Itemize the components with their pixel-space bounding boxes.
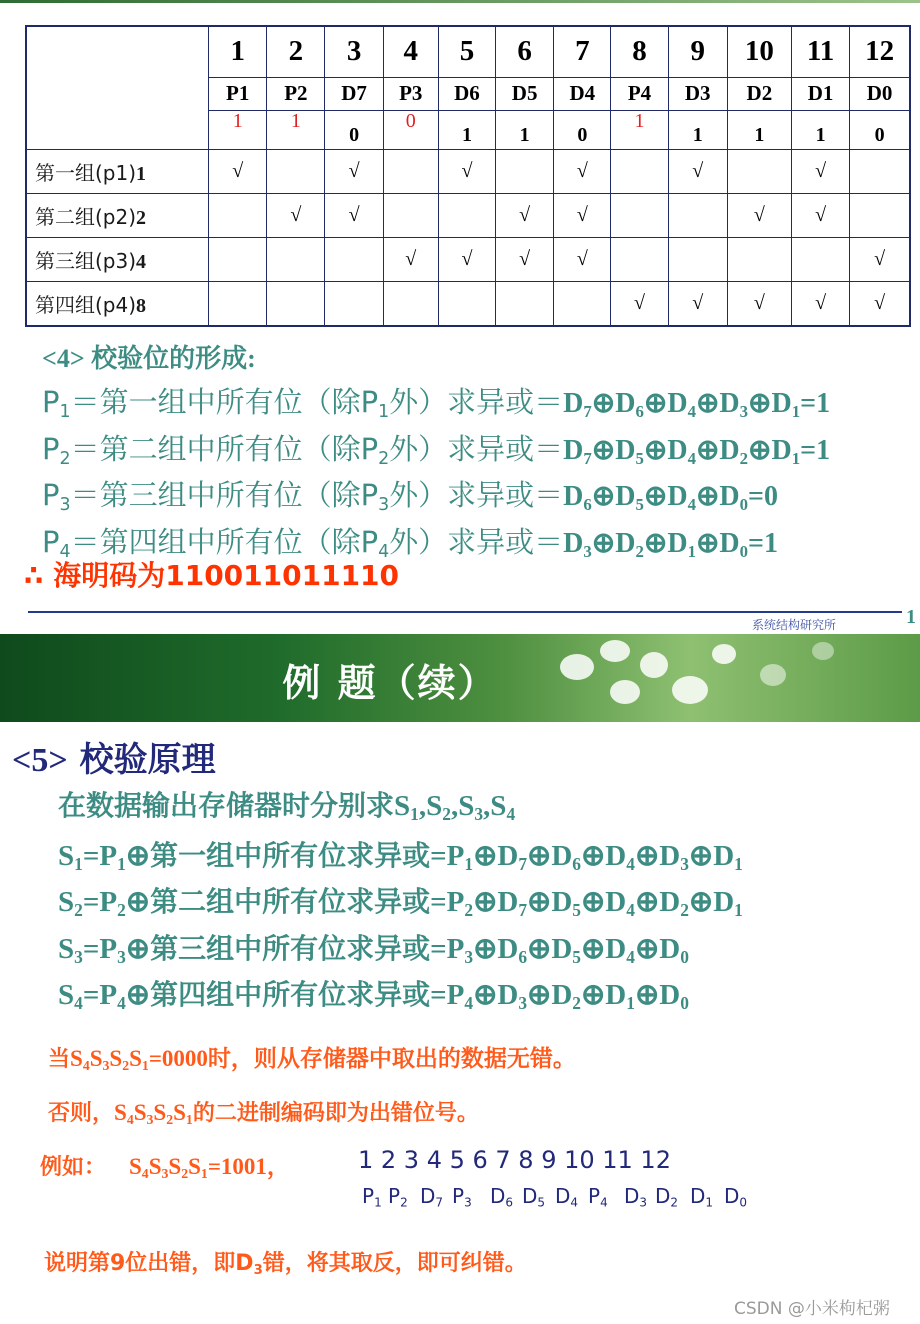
group-1-header <box>26 149 209 193</box>
group-4-bit-3 <box>325 281 383 326</box>
group-4-num: 8 <box>136 294 147 317</box>
example-bit-label-12: $D_0$ <box>724 1184 748 1210</box>
example-bit-label-5: $D_6$ <box>490 1184 514 1210</box>
bit-value-5: 1 <box>461 124 472 147</box>
group-4-name: 第四组(p4) <box>35 292 137 317</box>
bit-position-10: 10 <box>727 26 791 77</box>
bit-label-6: D5 <box>496 77 554 110</box>
bit-position-2: 2 <box>267 26 325 77</box>
no-error-condition: 当$S_4S_3S_2S_1=0000$时，则从存储器中取出的数据无错。 <box>48 1046 576 1074</box>
bit-label-9: D3 <box>668 77 727 110</box>
syndrome-formula-s3: $S_3=P_3\oplus$第三组中所有位求异或$=P_3\oplus D_6\oplus D_5\oplus D_4\oplus D_0$ <box>58 932 689 968</box>
group-4-bit-9: √ <box>668 281 727 326</box>
group-3-bit-2 <box>267 237 325 281</box>
example-bit-label-6: $D_5$ <box>522 1184 546 1210</box>
group-3-name: 第三组(p3) <box>35 248 137 273</box>
example-bit-label-10: $D_2$ <box>655 1184 679 1210</box>
group-4-bit-4 <box>383 281 438 326</box>
group-2-header <box>26 193 209 237</box>
group-1-num: 1 <box>136 162 147 185</box>
bit-value-10: 1 <box>754 124 765 147</box>
group-4-bit-6 <box>496 281 554 326</box>
bit-label-11: D1 <box>791 77 849 110</box>
example-bit-label-8: $P_4$ <box>588 1184 608 1210</box>
group-3-header <box>26 237 209 281</box>
bit-value-6: 1 <box>519 124 530 147</box>
parity-formula-p4: $P_4=$第四组中所有位（除$P_4$外）求异或$=D_3\oplus D_2\oplus D_1\oplus D_0=1$ <box>42 525 778 563</box>
bit-value-2: 1 <box>290 110 301 133</box>
group-3-bit-12: √ <box>850 237 910 281</box>
bit-value-8: 1 <box>634 110 645 133</box>
slide-separator <box>28 611 902 613</box>
bit-value-cell-6 <box>496 110 554 149</box>
group-1-bit-1: √ <box>209 149 267 193</box>
bit-label-10: D2 <box>727 77 791 110</box>
group-1-bit-3: √ <box>325 149 383 193</box>
bit-value-11: 1 <box>815 124 826 147</box>
bit-value-cell-2 <box>267 110 325 149</box>
error-position-rule: 否则，$S_4S_3S_2S_1$的二进制编码即为出错位号。 <box>48 1100 479 1128</box>
bit-value-cell-8 <box>611 110 668 149</box>
example-bit-label-7: $D_4$ <box>555 1184 579 1210</box>
bit-label-7: D4 <box>554 77 611 110</box>
group-1-bit-6 <box>496 149 554 193</box>
group-1-bit-9: √ <box>668 149 727 193</box>
bit-position-12: 12 <box>850 26 910 77</box>
bit-position-7: 7 <box>554 26 611 77</box>
bit-position-6: 6 <box>496 26 554 77</box>
bit-label-4: P3 <box>383 77 438 110</box>
group-4-bit-7 <box>554 281 611 326</box>
group-1-bit-11: √ <box>791 149 849 193</box>
group-4-bit-5 <box>438 281 495 326</box>
bit-label-1: P1 <box>209 77 267 110</box>
group-4-bit-10: √ <box>727 281 791 326</box>
bit-value-1: 1 <box>232 110 243 133</box>
parity-formula-p1: $P_1=$第一组中所有位（除$P_1$外）求异或$=D_7\oplus D_6\oplus D_4\oplus D_3\oplus D_1=1$ <box>42 385 831 423</box>
syndrome-formula-s1: $S_1=P_1\oplus$第一组中所有位求异或$=P_1\oplus D_7\oplus D_6\oplus D_4\oplus D_3\oplus D_1$ <box>58 839 743 875</box>
group-2-bit-11: √ <box>791 193 849 237</box>
group-1-bit-5: √ <box>438 149 495 193</box>
example-bit-label-11: $D_1$ <box>690 1184 714 1210</box>
group-1-bit-2 <box>267 149 325 193</box>
hamming-table <box>25 25 911 327</box>
group-3-bit-9 <box>668 237 727 281</box>
bit-value-cell-11 <box>791 110 849 149</box>
bit-value-4: 0 <box>405 110 416 133</box>
group-3-bit-11 <box>791 237 849 281</box>
group-2-bit-9 <box>668 193 727 237</box>
group-2-bit-6: √ <box>496 193 554 237</box>
group-4-header <box>26 281 209 326</box>
group-3-bit-6: √ <box>496 237 554 281</box>
top-rule <box>0 0 920 3</box>
group-2-bit-8 <box>611 193 668 237</box>
bit-value-cell-9 <box>668 110 727 149</box>
group-1-name: 第一组(p1) <box>35 160 137 185</box>
syndrome-formula-s4: $S_4=P_4\oplus$第四组中所有位求异或$=P_4\oplus D_3\oplus D_2\oplus D_1\oplus D_0$ <box>58 978 689 1014</box>
page-number: 1 <box>906 606 916 628</box>
group-1-bit-4 <box>383 149 438 193</box>
principle-title: <5> 校验原理 <box>12 740 216 780</box>
bit-position-4: 4 <box>383 26 438 77</box>
syndrome-formula-s2: $S_2=P_2\oplus$第二组中所有位求异或$=P_2\oplus D_7\oplus D_5\oplus D_4\oplus D_2\oplus D_1$ <box>58 885 743 921</box>
group-2-bit-5 <box>438 193 495 237</box>
bit-value-cell-3 <box>325 110 383 149</box>
group-3-bit-1 <box>209 237 267 281</box>
bit-position-11: 11 <box>791 26 849 77</box>
group-2-bit-7: √ <box>554 193 611 237</box>
bit-value-cell-1 <box>209 110 267 149</box>
csdn-watermark: CSDN @小米枸杞粥 <box>734 1299 890 1319</box>
group-3-bit-3 <box>325 237 383 281</box>
group-2-name: 第二组(p2) <box>35 204 137 229</box>
example-bit-label-2: $P_2$ <box>388 1184 408 1210</box>
group-3-num: 4 <box>136 250 147 273</box>
group-3-bit-4: √ <box>383 237 438 281</box>
group-3-bit-5: √ <box>438 237 495 281</box>
bit-value-9: 1 <box>692 124 703 147</box>
bit-label-5: D6 <box>438 77 495 110</box>
group-4-bit-8: √ <box>611 281 668 326</box>
example-explanation: 说明第9位出错，即$D_3$错，将其取反，即可纠错。 <box>44 1251 527 1278</box>
group-1-bit-12 <box>850 149 910 193</box>
table-corner-cell <box>26 26 209 149</box>
example-bit-positions: 1 2 3 4 5 6 7 8 9 10 11 12 <box>358 1146 671 1174</box>
group-3-bit-8 <box>611 237 668 281</box>
group-1-bit-7: √ <box>554 149 611 193</box>
hamming-code-conclusion: ∴ 海明码为110011011110 <box>24 559 400 592</box>
group-4-bit-11: √ <box>791 281 849 326</box>
bit-value-cell-5 <box>438 110 495 149</box>
parity-formula-p3: $P_3=$第三组中所有位（除$P_3$外）求异或$=D_6\oplus D_5\oplus D_4\oplus D_0=0$ <box>42 478 778 516</box>
example-bit-label-3: $D_7$ <box>420 1184 444 1210</box>
bit-position-5: 5 <box>438 26 495 77</box>
formation-title: <4> 校验位的形成: <box>42 344 256 373</box>
bit-position-8: 8 <box>611 26 668 77</box>
footer-lab-name: 系统结构研究所 <box>752 618 837 632</box>
group-2-bit-10: √ <box>727 193 791 237</box>
bit-label-8: P4 <box>611 77 668 110</box>
bit-value-12: 0 <box>874 124 885 147</box>
bit-label-2: P2 <box>267 77 325 110</box>
bit-value-7: 0 <box>577 124 588 147</box>
principle-intro: 在数据输出存储器时分别求$S_1,S_2,S_3,S_4$ <box>58 789 516 825</box>
example-bit-label-1: $P_1$ <box>362 1184 382 1210</box>
group-2-bit-4 <box>383 193 438 237</box>
group-4-bit-12: √ <box>850 281 910 326</box>
example-bit-label-4: $P_3$ <box>452 1184 472 1210</box>
bit-label-3: D7 <box>325 77 383 110</box>
group-2-bit-12 <box>850 193 910 237</box>
bit-value-3: 0 <box>349 124 360 147</box>
bit-position-3: 3 <box>325 26 383 77</box>
group-2-bit-3: √ <box>325 193 383 237</box>
group-1-bit-8 <box>611 149 668 193</box>
bit-value-cell-7 <box>554 110 611 149</box>
bit-label-12: D0 <box>850 77 910 110</box>
parity-formula-p2: $P_2=$第二组中所有位（除$P_2$外）求异或$=D_7\oplus D_5\oplus D_4\oplus D_2\oplus D_1=1$ <box>42 432 831 470</box>
example-syndrome: 例如： $S_4S_3S_2S_1=1001$， <box>40 1154 290 1182</box>
banner-title: 例 题（续） <box>282 661 498 705</box>
bit-position-1: 1 <box>209 26 267 77</box>
group-3-bit-10 <box>727 237 791 281</box>
group-2-num: 2 <box>136 206 147 229</box>
group-3-bit-7: √ <box>554 237 611 281</box>
group-2-bit-2: √ <box>267 193 325 237</box>
bit-value-cell-4 <box>383 110 438 149</box>
group-2-bit-1 <box>209 193 267 237</box>
bit-value-cell-10 <box>727 110 791 149</box>
bit-position-9: 9 <box>668 26 727 77</box>
group-4-bit-2 <box>267 281 325 326</box>
bit-value-cell-12 <box>850 110 910 149</box>
group-1-bit-10 <box>727 149 791 193</box>
example-bit-label-9: $D_3$ <box>624 1184 648 1210</box>
group-4-bit-1 <box>209 281 267 326</box>
